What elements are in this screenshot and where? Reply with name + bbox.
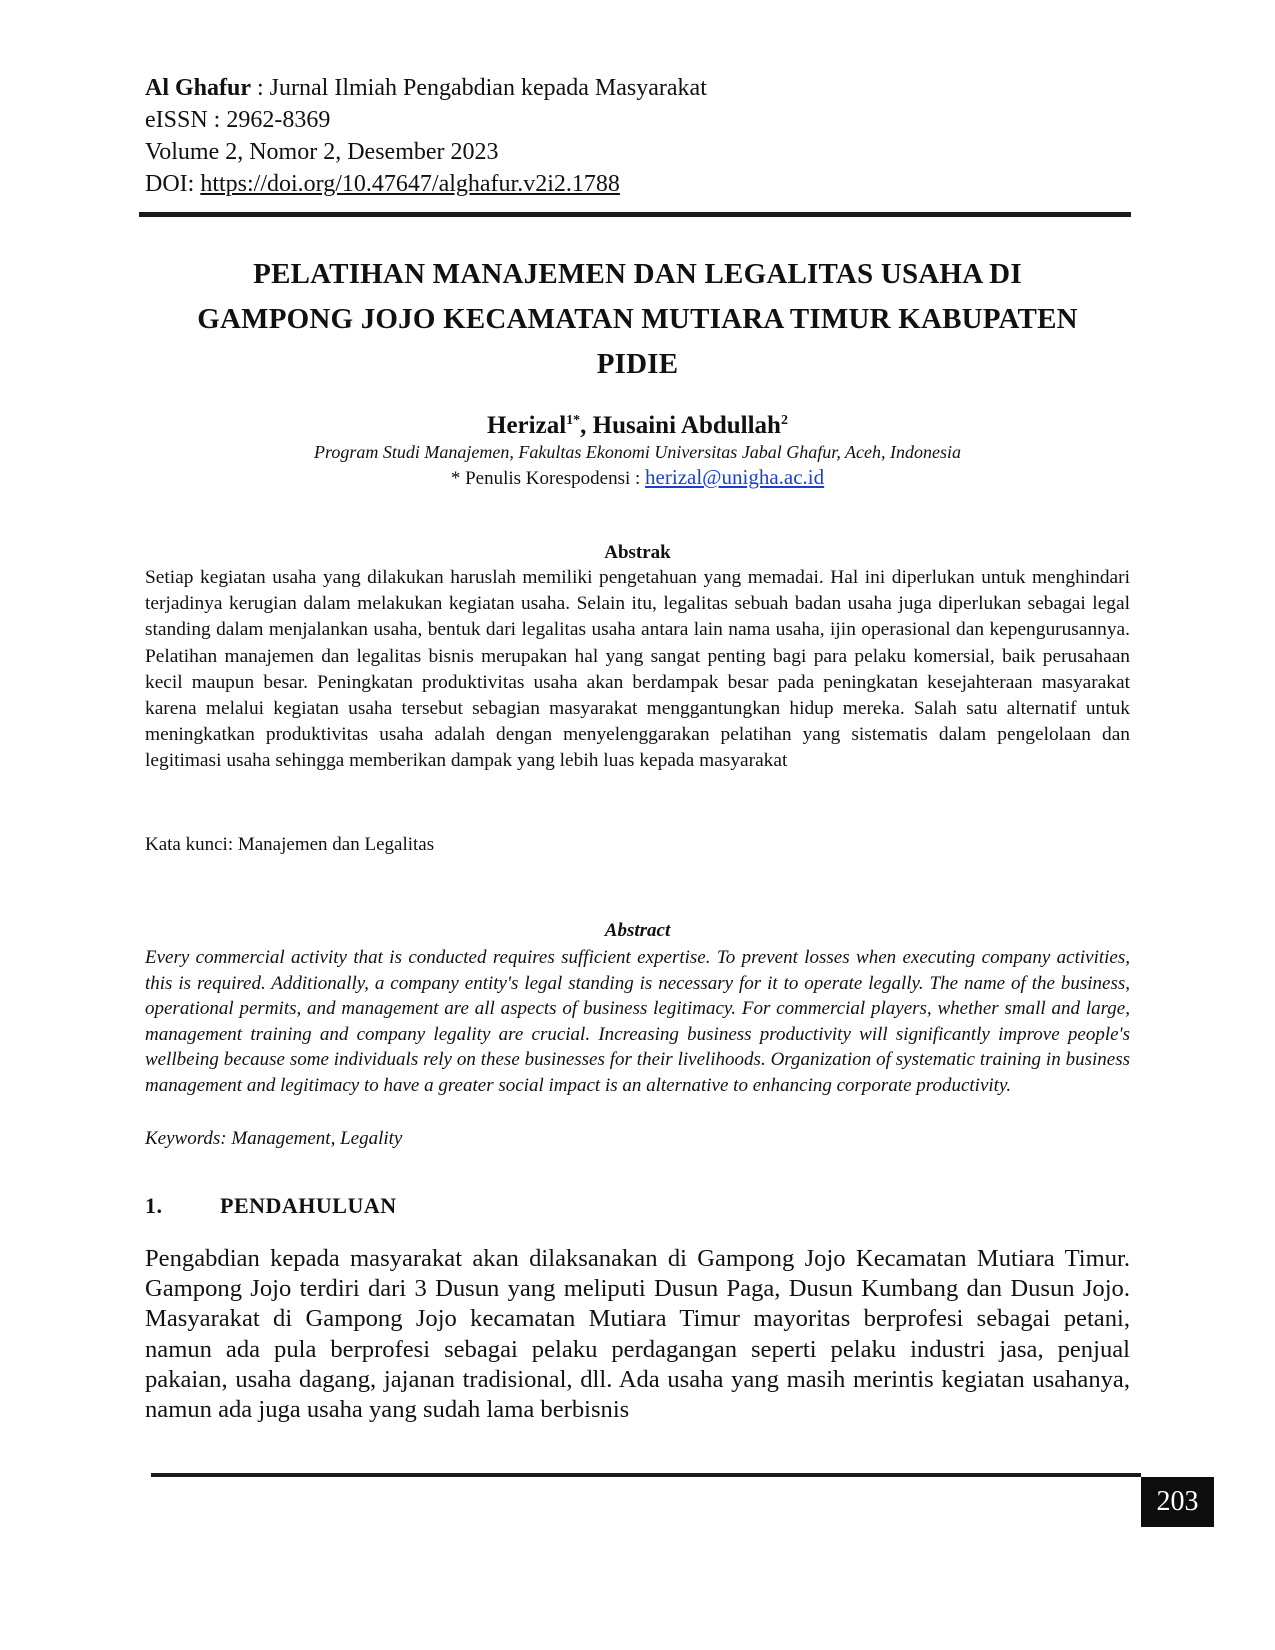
title-line-1: PELATIHAN MANAJEMEN DAN LEGALITAS USAHA DI	[253, 258, 1022, 290]
author-1-sup: 1*	[566, 413, 581, 428]
footer-divider	[151, 1473, 1141, 1477]
journal-header	[145, 72, 1125, 200]
doi-label: DOI:	[145, 171, 201, 197]
correspondence	[145, 464, 1130, 492]
abstrak-body: Setiap kegiatan usaha yang dilakukan haruslah memiliki pengetahuan yang memadai. Hal ini diperlukan untuk menghindari terjadinya kerugian dalam melakukan kegiatan usaha. Selain itu, legalitas sebuah badan usaha juga diperlukan sebagai legal standing dalam menjalankan usaha, bentuk dari legalitas usaha antara lain nama usaha, ijin operasional dan kepengurusannya. Pelatihan manajemen dan legalitas bisnis merupakan hal yang sangat penting bagi para pelaku komersial, baik perusahaan kecil maupun besar. Peningkatan produktivitas usaha akan berdampak besar pada peningkatan kesejahteraan masyarakat karena melalui kegiatan usaha tersebut sebagian masyarakat menggantungkan hidup mereka. Salah satu alternatif untuk meningkatkan produktivitas usaha adalah dengan menyelenggarakan pelatihan yang sistematis dalam pengelolaan dan legitimasi usaha sehingga memberikan dampak yang lebih luas kepada masyarakat	[145, 567, 1130, 772]
author-separator: ,	[580, 412, 593, 439]
abstrak-heading: Abstrak	[604, 542, 671, 563]
body-paragraph: Pengabdian kepada masyarakat akan dilaksanakan di Gampong Jojo Kecamatan Mutiara Timur. Gampong Jojo terdiri dari 3 Dusun yang meliputi Dusun Paga, Dusun Kumbang dan Dusun Jojo. Masyarakat di Gampong Jojo kecamatan Mutiara Timur mayoritas berprofesi sebagai petani, namun ada pula berprofesi sebagai pelaku perdagangan seperti pelaku industri jasa, penjual pakaian, usaha dagang, jajanan tradisional, dll. Ada usaha yang masih merintis kegiatan usahanya, namun ada juga usaha yang sudah lama berbisnis	[145, 1245, 1130, 1424]
journal-title-line	[145, 72, 1125, 104]
kata-kunci-value: : Manajemen dan Legalitas	[227, 834, 435, 855]
doi-link[interactable]: https://doi.org/10.47647/alghafur.v2i2.1788	[200, 171, 620, 197]
journal-subtitle: : Jurnal Ilmiah Pengabdian kepada Masyarakat	[251, 75, 707, 101]
eissn: eISSN : 2962-8369	[145, 107, 331, 133]
keywords	[145, 1127, 1130, 1151]
correspondence-label: * Penulis Korespodensi :	[450, 468, 646, 489]
abstract-body: Every commercial activity that is conducted requires sufficient expertise. To prevent losses when executing company activities, this is required. Additionally, a company entity's legal standing is necessary for it to operate legally. The name of the business, operational permits, and management are all aspects of business legitimacy. For commercial players, whether small and large, management training and company legality are crucial. Increasing business productivity will significantly improve people's wellbeing because some individuals rely on these businesses for their livelihoods. Organization of systematic training in business management and legitimacy to have a greater social impact is an alternative to enhancing corporate productivity.	[145, 947, 1130, 1096]
keywords-value: : Management, Legality	[220, 1128, 403, 1149]
volume-info: Volume 2, Nomor 2, Desember 2023	[145, 139, 499, 165]
affiliation: Program Studi Manajemen, Fakultas Ekonomi Universitas Jabal Ghafur, Aceh, Indonesia	[314, 442, 961, 462]
section-title: PENDAHULUAN	[220, 1193, 397, 1218]
author-list	[145, 406, 1130, 441]
page-number: 203	[1141, 1477, 1214, 1527]
section-number: 1.	[145, 1193, 163, 1218]
author-2-name: Husaini Abdullah	[592, 412, 781, 439]
title-line-2: GAMPONG JOJO KECAMATAN MUTIARA TIMUR KABUPATEN	[197, 303, 1078, 335]
journal-name: Al Ghafur	[145, 75, 252, 101]
doi-line	[145, 168, 1125, 200]
article-title	[145, 252, 1130, 387]
section-heading	[145, 1192, 1130, 1220]
title-line-3: PIDIE	[596, 348, 679, 380]
header-divider	[139, 212, 1131, 217]
kata-kunci	[145, 833, 1130, 857]
correspondence-email-link[interactable]: herizal@unigha.ac.id	[645, 465, 825, 489]
author-2-sup: 2	[780, 413, 788, 428]
kata-kunci-label: Kata kunci	[145, 834, 228, 855]
abstract-heading: Abstract	[604, 920, 671, 941]
keywords-label: Keywords	[145, 1128, 221, 1149]
author-1-name: Herizal	[487, 412, 567, 439]
